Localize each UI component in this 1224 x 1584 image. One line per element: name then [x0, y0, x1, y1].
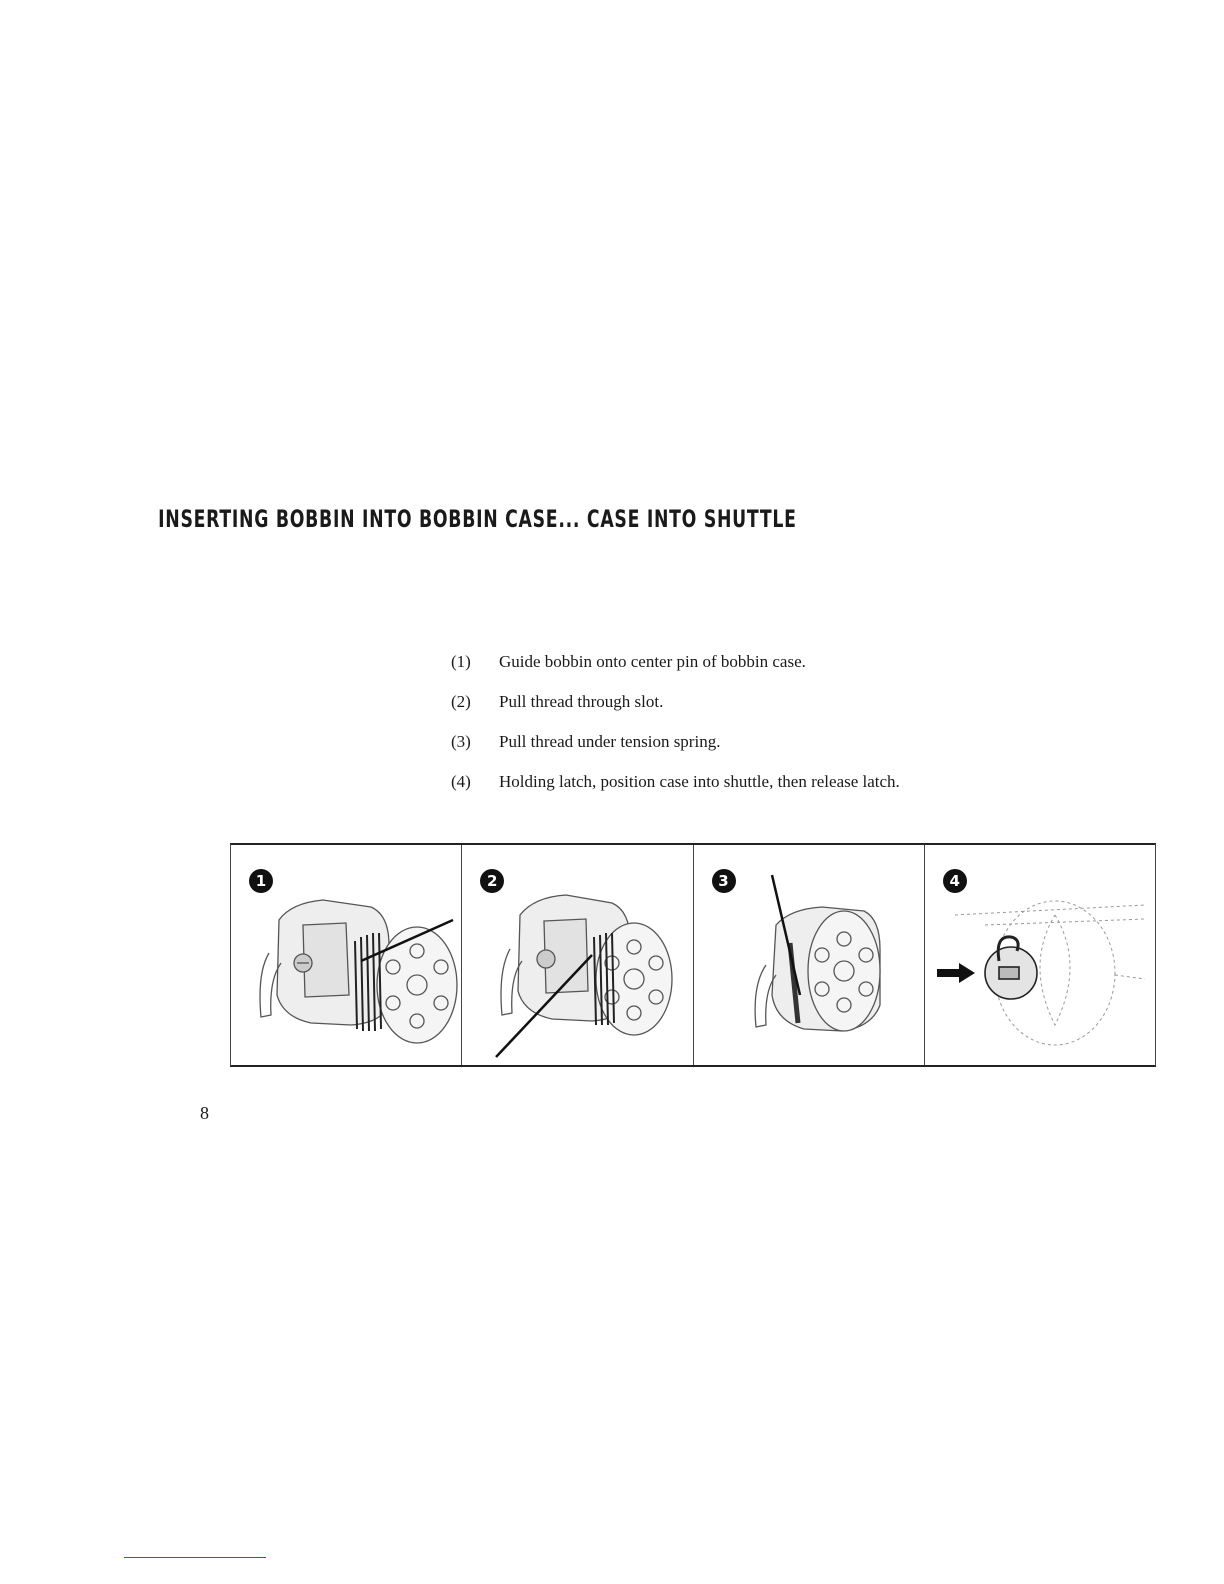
step-text: Guide bobbin onto center pin of bobbin case.	[499, 652, 806, 671]
step-number: (4)	[451, 772, 471, 791]
footer-divider	[124, 1557, 266, 1558]
step-text: Holding latch, position case into shuttle, then release latch.	[499, 772, 900, 791]
list-item	[451, 772, 1091, 812]
list-item	[451, 692, 1091, 732]
figure-panel-2	[462, 845, 693, 1065]
step-text: Pull thread through slot.	[499, 692, 664, 711]
step-number: (2)	[451, 692, 471, 711]
figure-strip	[230, 843, 1156, 1067]
figure-badge: 3	[712, 869, 736, 893]
list-item	[451, 732, 1091, 772]
figure-panel-1	[231, 845, 462, 1065]
page-number: 8	[200, 1103, 209, 1123]
list-item	[451, 652, 1091, 692]
step-number: (1)	[451, 652, 471, 671]
figure-panel-3	[694, 845, 925, 1065]
step-number: (3)	[451, 732, 471, 751]
figure-badge: 1	[249, 869, 273, 893]
step-text: Pull thread under tension spring.	[499, 732, 721, 751]
figure-badge: 4	[943, 869, 967, 893]
instruction-list	[451, 652, 1091, 812]
figure-panel-4	[925, 845, 1155, 1065]
figure-badge: 2	[480, 869, 504, 893]
page-title: INSERTING BOBBIN INTO BOBBIN CASE... CASE INTO SHUTTLE	[158, 505, 797, 533]
